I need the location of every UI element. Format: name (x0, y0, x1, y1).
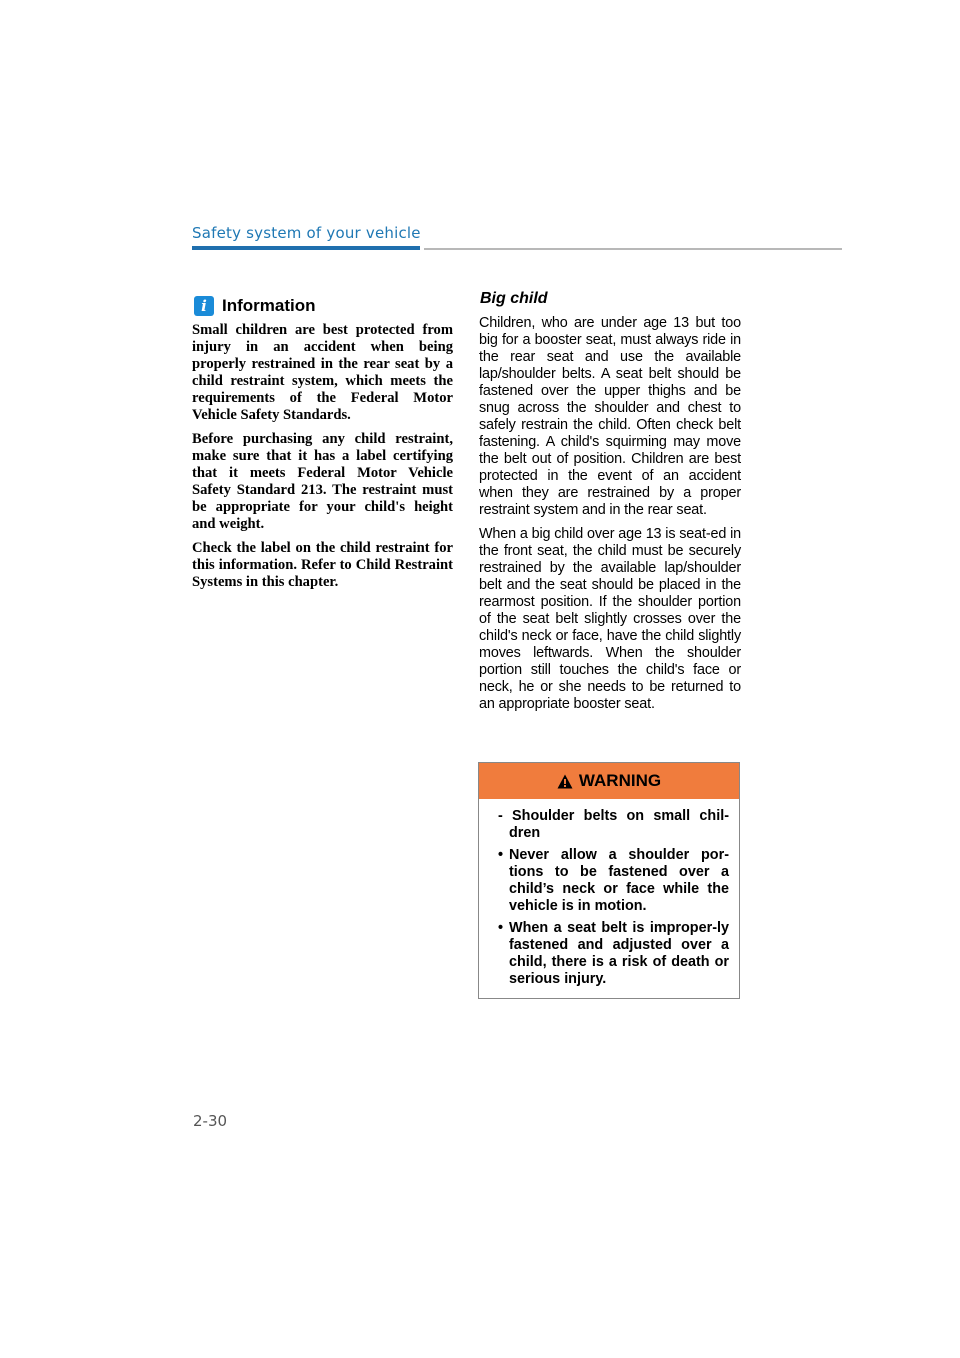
warning-title: WARNING (578, 771, 662, 790)
information-body (192, 322, 453, 598)
big-child-paragraph: Children, who are under age 13 but too big for a booster seat, must always ride in the rear seat and use the available lap/shoulder belts. A seat belt should be fastened over the upper thighs and be snug across the shoulder and chest to safely restrain the child. Often check belt fastening. A child's squirming may move the belt out of position. Children are best protected in the event of an accident when they are restrained by a proper restraint system and in the rear seat. (479, 315, 741, 518)
section-header-title: Safety system of your vehicle (192, 224, 421, 242)
warning-header (479, 763, 739, 799)
information-heading (194, 296, 316, 316)
warning-item-text: When a seat belt is improper-ly fastened and adjusted over a child, there is a risk of death or serious injury. (509, 920, 729, 987)
warning-item (498, 847, 729, 915)
warning-item (498, 920, 729, 988)
information-paragraph: Small children are best protected from injury in an accident when being properly restrained in the rear seat by a child restraint system, which meets the requirements of the Federal Motor Vehicle Safety Standards. (192, 322, 453, 423)
big-child-title: Big child (480, 290, 548, 307)
warning-body (479, 799, 739, 988)
big-child-body (479, 315, 741, 720)
information-paragraph: Before purchasing any child restraint, make sure that it has a label certifying that it meets Federal Motor Vehicle Safety Standard 213. The restraint must be appropriate for your child's height and weight. (192, 431, 453, 532)
information-paragraph: Check the label on the child restraint for this information. Refer to Child Restraint Systems in this chapter. (192, 540, 453, 590)
information-title: Information (222, 296, 316, 315)
bullet-icon: • (498, 847, 504, 863)
header-rule-accent (192, 246, 420, 250)
warning-box (478, 762, 740, 999)
info-icon: i (194, 296, 214, 316)
bullet-icon: • (498, 920, 504, 936)
header-rule (424, 248, 842, 250)
warning-item-text: Never allow a shoulder por-tions to be fastened over a child’s neck or face while the vehicle is in motion. (509, 847, 729, 914)
big-child-paragraph: When a big child over age 13 is seat-ed in the front seat, the child must be securely restrained by the available lap/shoulder belt and the seat should be placed in the rearmost position. If the shoulder portion of the seat belt slightly crosses over the child's neck or face, have the child slightly moves leftwards. When the shoulder portion still touches the child's face or neck, he or she needs to be returned to an appropriate booster seat. (479, 526, 741, 712)
page-number: 2-30 (193, 1112, 228, 1130)
warning-heading: - Shoulder belts on small chil-dren (498, 808, 729, 841)
warning-triangle-icon (557, 774, 573, 789)
